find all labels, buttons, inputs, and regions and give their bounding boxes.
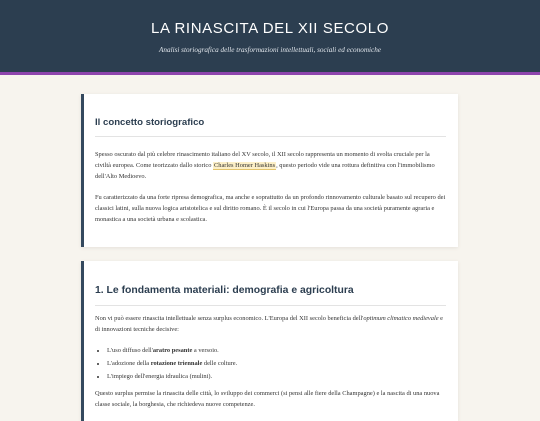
- paragraph-text: Non vi può essere rinascita intellettuale senza surplus economico. L'Europa del XII secolo beneficia dell': [95, 315, 364, 322]
- paragraph-text: e di innovazioni tecniche decisive:: [95, 315, 443, 333]
- section-divider: [95, 305, 446, 306]
- section-card-concept: [81, 94, 458, 247]
- list-item-strong: aratro pesante: [152, 347, 193, 354]
- paragraph-intro: [95, 149, 446, 182]
- emphasis-text: optimum climatico medievale: [363, 315, 439, 322]
- list-item: [107, 344, 446, 357]
- list-item: [107, 370, 446, 383]
- list-item-text: L'uso diffuso dell': [107, 347, 153, 354]
- list-item-text: delle colture.: [202, 360, 238, 367]
- page-subtitle: Analisi storiografica delle trasformazioni intellettuali, sociali ed economiche: [159, 46, 381, 54]
- paragraph-characteristics: Fu caratterizzato da una forte ripresa demografica, ma anche e soprattutto da un profondo rinnovamento culturale basato sul recupero dei classici latini, sulla nuova logica aristotelica e sul diritto romano. È il secolo in cui l'Europa passa da una società puramente agraria e monastica a una società urbana e scolastica.: [95, 194, 446, 223]
- section-divider: [95, 136, 446, 137]
- paragraph-intro: [95, 313, 446, 335]
- paragraph-text: , questo periodo vide una rottura definitiva con l'immobilismo dell'Alto Medioevo.: [95, 162, 435, 180]
- paragraph-closing: Questo surplus permise la rinascita delle città, lo sviluppo dei commerci (si pensi alle fiere della Champagne) e la nascita di una nuova classe sociale, la borghesia, che richiedeva nuove competenze.: [95, 390, 440, 408]
- list-item-strong: rotazione triennale: [150, 360, 203, 367]
- paragraph-text: Spesso oscurato dal più celebre rinascimento italiano del XV secolo, il XII secolo rappresenta un momento di svolta cruciale per la civiltà europea. Come teorizzato dallo storico: [95, 151, 430, 169]
- section-title: Il concetto storiografico: [95, 117, 205, 128]
- innovations-list: [95, 344, 446, 383]
- list-item-text: L'adozione della: [107, 360, 151, 367]
- page-header: [0, 0, 540, 75]
- list-item-text: a versoio.: [192, 347, 219, 354]
- section-title: 1. Le fondamenta materiali: demografia e agricoltura: [95, 285, 354, 296]
- list-item-text: L'impiego dell'energia idraulica (mulini).: [107, 373, 213, 380]
- section-card-foundations: [81, 261, 458, 421]
- list-item: [107, 357, 446, 370]
- page-title: LA RINASCITA DEL XII SECOLO: [151, 20, 389, 37]
- highlighted-name: Charles Homer Haskins: [214, 162, 276, 169]
